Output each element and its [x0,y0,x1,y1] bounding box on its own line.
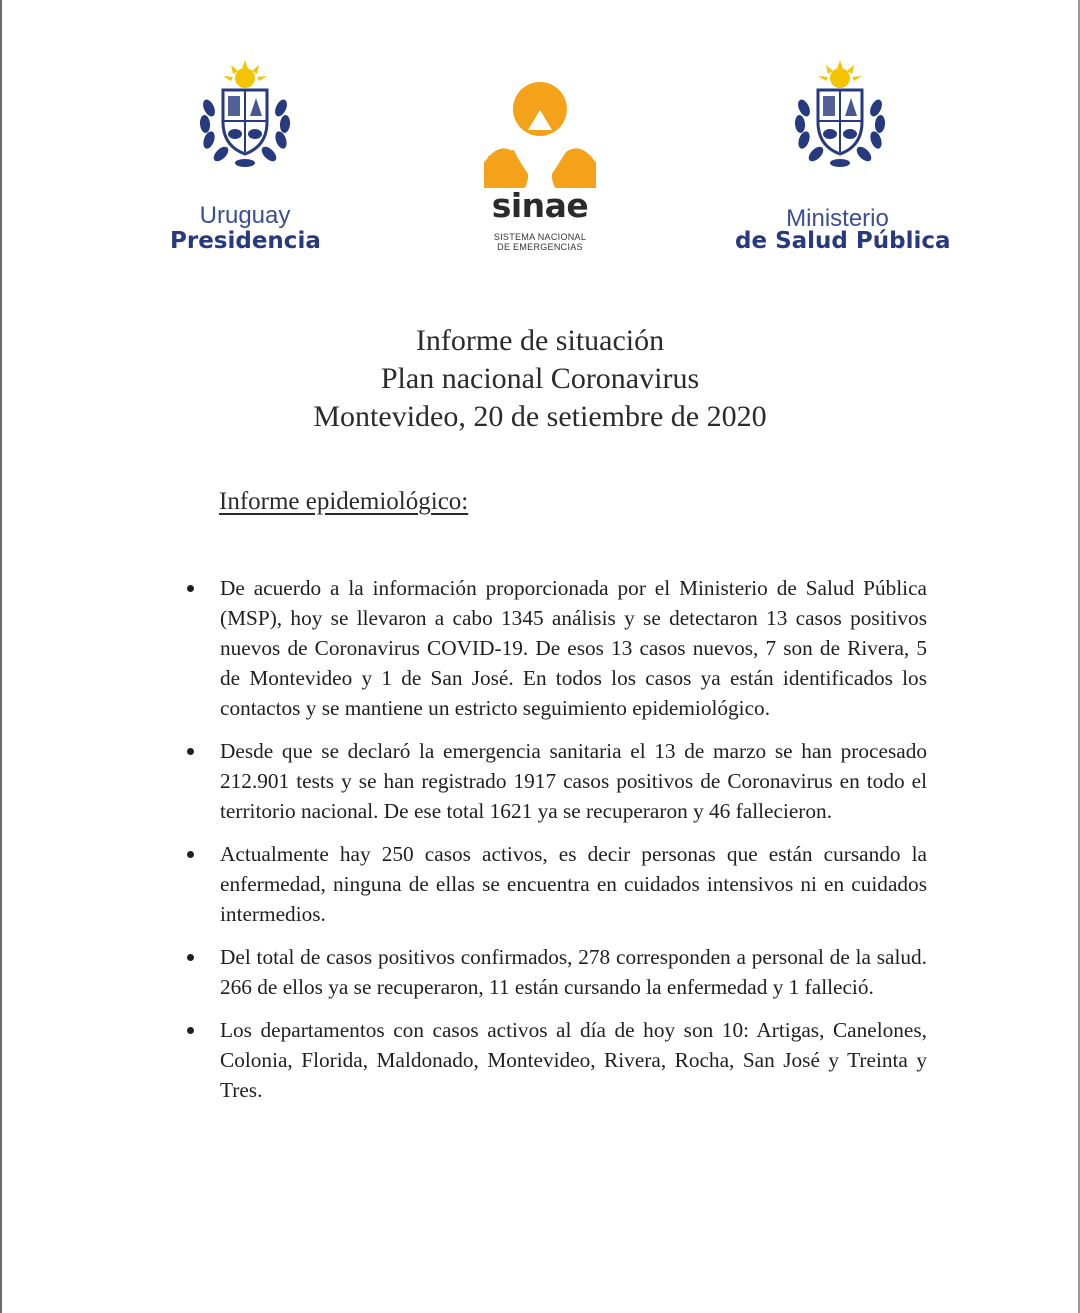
list-item-text: De acuerdo a la información proporcionada por el Ministerio de Salud Pública (MSP), hoy se llevaron a cabo 1345 análisis y se detectaron 13 casos positivos nuevos de Coronavirus COVID-19. De esos 13 casos nuevos, 7 son de Rivera, 5 de Montevideo y 1 de San José. En todos los casos ya están identificados los contactos y se mantiene un estricto seguimiento epidemiológico. [220,576,927,720]
bullet-dot-icon [187,585,194,592]
msp-logo [735,60,951,260]
bullet-dot-icon [187,1027,194,1034]
document-heading [0,322,1080,436]
coat-of-arms-icon [195,60,295,172]
list-item-text: Los departamentos con casos activos al día de hoy son 10: Artigas, Canelones, Colonia, Florida, Maldonado, Montevideo, Rivera, Rocha, San José y Treinta y Tres. [220,1018,927,1102]
list-item [220,839,927,929]
sinae-logo [480,80,600,260]
sinae-symbol-icon [484,80,596,188]
msp-logo-line1: Ministerio [786,205,889,232]
list-item-text: Actualmente hay 250 casos activos, es decir personas que están cursando la enfermedad, ninguna de ellas se encuentra en cuidados intensivos ni en cuidados intermedios. [220,842,927,926]
heading-subtitle: Plan nacional Coronavirus [380,362,700,395]
bullet-dot-icon [187,748,194,755]
list-item-text: Del total de casos positivos confirmados, 278 corresponden a personal de la salud. 266 de ellos ya se recuperaron, 11 están cursando la enfermedad y 1 falleció. [220,945,927,999]
list-item [220,1015,927,1105]
sinae-wordmark: sinae [491,186,589,225]
heading-date-line: Montevideo, 20 de setiembre de 2020 [313,400,767,433]
coat-of-arms-icon [790,60,890,172]
bullet-dot-icon [187,851,194,858]
presidencia-logo-line1: Uruguay [199,202,291,229]
sinae-subtitle-line1: SISTEMA NACIONAL [493,232,587,242]
bullet-list [0,573,1080,1118]
presidencia-logo [170,60,320,260]
msp-logo-line2: de Salud Pública [735,228,951,254]
heading-title: Informe de situación [415,324,665,357]
list-item-text: Desde que se declaró la emergencia sanitaria el 13 de marzo se han procesado 212.901 tests y se han registrado 1917 casos positivos de Coronavirus en todo el territorio nacional. De ese total 1621 ya se recuperaron y 46 fallecieron. [220,739,927,823]
sinae-subtitle-line2: DE EMERGENCIAS [497,242,583,252]
section-title: Informe epidemiológico: [219,488,469,515]
bullet-dot-icon [187,954,194,961]
presidencia-logo-line2: Presidencia [170,228,321,254]
list-item [220,573,927,723]
list-item [220,736,927,826]
list-item [220,942,927,1002]
